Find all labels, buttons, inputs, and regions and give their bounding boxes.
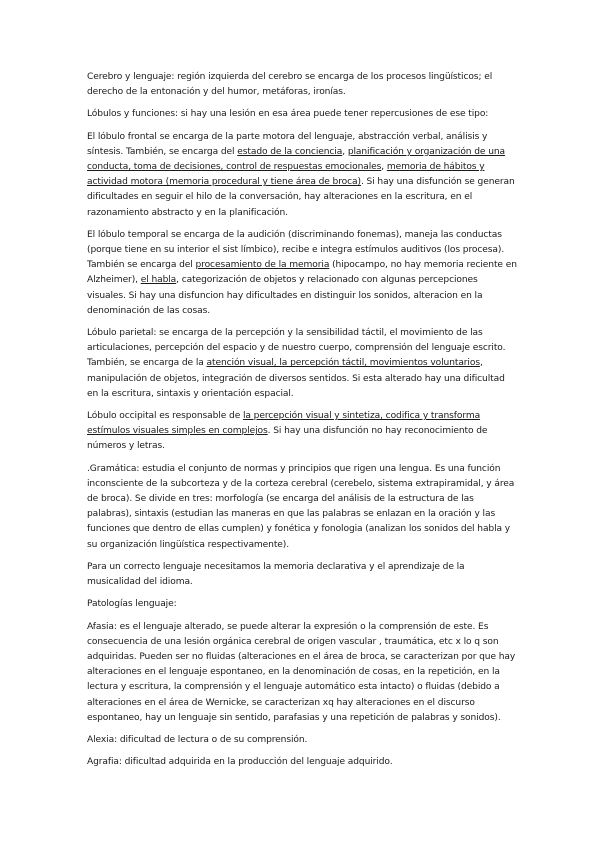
underlined-text: estado de la conciencia <box>237 146 343 157</box>
paragraph <box>87 755 517 770</box>
paragraph <box>87 620 517 726</box>
underlined-text: memoria de hábitos y actividad motora (memoria procedural y tiene área de broca) <box>87 162 485 188</box>
underlined-text: atención visual, la percepción táctil, movimientos voluntarios <box>206 358 480 369</box>
paragraph <box>87 228 517 319</box>
document-body <box>87 70 517 777</box>
text-run: Agrafia: dificultad adquirida en la producción del lenguaje adquirido. <box>87 757 393 768</box>
paragraph <box>87 409 517 455</box>
text-run: , categorización de objetos y relacionado con algunas percepciones visuales. Si hay una disfuncion hay dificultades en distinguir los sonidos, alteracion en la denominación de las cosas. <box>87 275 483 316</box>
text-run: Para un correcto lenguaje necesitamos la memoria declarativa y el aprendizaje de la musicalidad del idioma. <box>87 561 465 588</box>
text-run: Cerebro y lenguaje: región izquierda del cerebro se encarga de los procesos lingüísticos; el derecho de la entonación y del humor, metáforas, ironías. <box>87 72 493 98</box>
text-run: (hipocampo, no hay memoria reciente en Alzheimer), <box>87 260 517 286</box>
text-run: Afasia: es el lenguaje alterado, se puede alterar la expresión o la comprensión de este. Es consecuencia de una lesión orgánica cerebral de origen vascular , traumática, etc x lo q son adquiridas. Pueden ser no fluidas (alteraciones en el área de broca, se caracterizan por que hay alteraciones en el lenguaje espontaneo, en la denominación de cosas, en la repetición, en la lectura y escritura, la comprensión y el lenguaje automático esta intacto) o fluidas (debido a alteraciones en el área de Wernicke, se caracterizan xq hay alteraciones en el discurso espontaneo, hay un lenguaje sin sentido, parafasias y una repetición de palabras y sonidos). <box>87 621 516 723</box>
underlined-text: procesamiento de la memoria <box>195 260 330 271</box>
paragraph <box>87 560 517 590</box>
text-run: Lóbulos y funciones: si hay una lesión en esa área puede tener repercusiones de ese tipo: <box>87 109 489 120</box>
underlined-text: la percepción visual y sintetiza, codifica y transforma estímulos visuales simples en complejos <box>87 411 481 437</box>
underlined-text: planificación y organización de una conducta, toma de decisiones, control de respuestas emocionales <box>87 146 506 173</box>
text-run: Alexia: dificultad de lectura o de su comprensión. <box>87 734 308 745</box>
text-run: El lóbulo frontal se encarga de la parte motora del lenguaje, abstracción verbal, análisis y síntesis. También, se encarga del <box>87 131 488 157</box>
paragraph <box>87 107 517 122</box>
text-run: , <box>342 146 348 157</box>
paragraph <box>87 733 517 748</box>
text-run: .Gramática: estudia el conjunto de normas y principios que rigen una lengua. Es una función inconsciente de la subcorteza y de la corteza cerebral (cerebelo, sistema extrapiramidal, y área de broca). Se divide en tres: morfología (se encarga del análisis de la estructura de las palabras), sintaxis (estudian las maneras en que las palabras se enlazan en la oración y las funciones que dentro de ellas cumplen) y fonética y fonologia (analizan los sonidos del habla y su organización lingüística respectivamente). <box>87 463 515 550</box>
paragraph <box>87 70 517 100</box>
paragraph <box>87 130 517 221</box>
text-run: Lóbulo parietal: se encarga de la percepción y la sensibilidad táctil, el movimiento de las articulaciones, percepción del espacio y de nuestro cuerpo, comprensión del lenguaje escrito. También, se encarga de la <box>87 328 506 369</box>
paragraph <box>87 462 517 553</box>
text-run: . Si hay una disfunción no hay reconocimiento de números y letras. <box>87 426 488 452</box>
text-run: El lóbulo temporal se encarga de la audición (discriminando fonemas), maneja las conductas (porque tiene en su interior el sist límbico), recibe e integra estímulos auditivos (los procesa). También se encarga del <box>87 229 505 271</box>
paragraph <box>87 326 517 402</box>
underlined-text: el habla <box>140 275 177 286</box>
text-run: . Si hay una disfunción se generan dificultades en seguir el hilo de la conversación, hay alteraciones en la escritura, en el razonamiento abstracto y en la planificación. <box>87 177 515 218</box>
paragraph <box>87 597 517 612</box>
text-run: , <box>381 162 387 173</box>
text-run: , manipulación de objetos, integración de diversos sentidos. Si esta alterado hay una dificultad en la escritura, sintaxis y orientación espacial. <box>87 358 505 399</box>
text-run: Lóbulo occipital es responsable de <box>87 411 243 422</box>
text-run: Patologías lenguaje: <box>87 599 177 610</box>
